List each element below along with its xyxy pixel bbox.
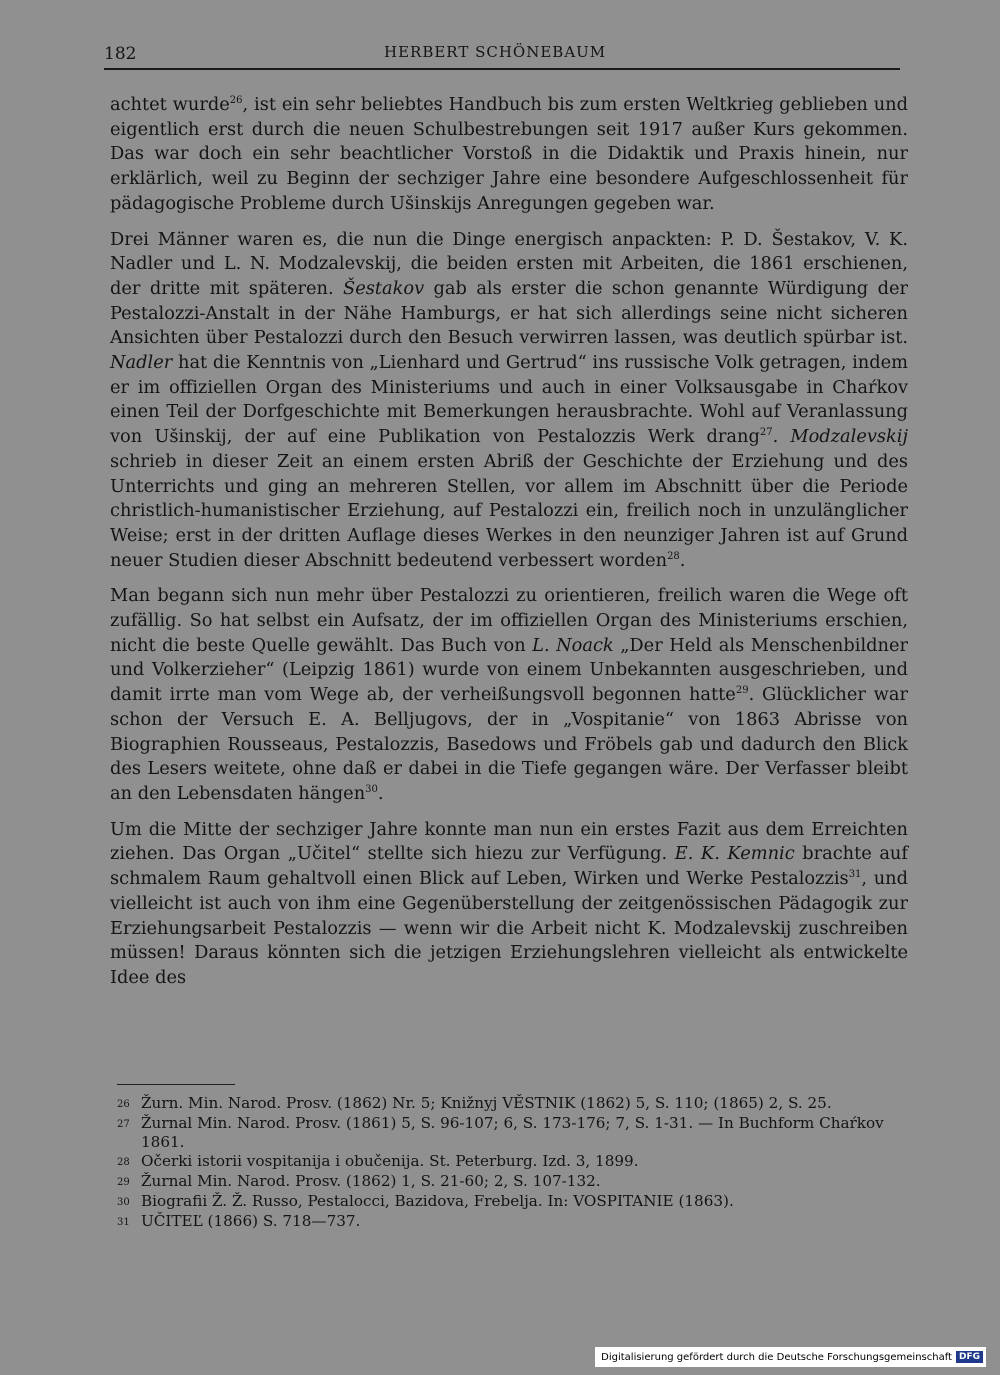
footnote — [117, 1172, 913, 1192]
footnote-ref: 26 — [229, 95, 243, 107]
footnote — [117, 1114, 913, 1152]
text-run: gab als erster die schon genannte Würdigung der Pestalozzi-Anstalt in der Nähe Hamburgs, er hat sich allerdings seine nicht sicheren Ansichten über Pestalozzi durch den Besuch verwirren lassen, was deutlich spürbar ist. — [110, 277, 908, 349]
footnote-number: 26 — [117, 1099, 130, 1110]
footnote-ref: 30 — [365, 784, 378, 796]
text-run: achtet wurde — [110, 94, 230, 115]
text-run: „Der Held als Menschenbildner und Volkerzieher“ (Leipzig 1861) wurde von einem Unbekannten ausgeschrieben, und damit irrte man vom Wege ab, der verheißungsvoll begonnen hatte — [110, 634, 908, 706]
footnote-number: 30 — [117, 1197, 130, 1208]
footnote-ref: 28 — [667, 550, 680, 562]
footnote-ref: 31 — [848, 869, 862, 881]
text-run: brachte auf schmalem Raum gehaltvoll einen Blick auf Leben, Wirken und Werke Pestalozzis — [110, 843, 908, 890]
body-text — [110, 93, 908, 1002]
footnote-text: Žurnal Min. Narod. Prosv. (1861) 5, S. 96-107; 6, S. 173-176; 7, S. 1-31. — In Buchform Chaŕkov 1861. — [141, 1114, 884, 1151]
footnote — [117, 1152, 913, 1172]
text-run: , und vielleicht ist auch von ihm eine Gegenüberstellung der zeitgenössischen Pädagogik zur Erziehungsarbeit Pestalozzis — wenn wir die Arbeit nicht K. Modzalevskij zuschreiben müssen! Daraus könnten sich die jetzigen Erziehungslehren vielleicht als entwickelte Idee des — [110, 868, 908, 988]
text-run: . — [679, 549, 686, 571]
text-run: hat die Kenntnis von „Lienhard und Gertrud“ ins russische Volk getragen, indem er im offiziellen Organ des Ministeriums und auch in einer Volksausgabe in Chaŕkov einen Teil der Dorfgeschichte mit Bemerkungen herausbrachte. Wohl auf Veranlassung von Ušinskij, der auf eine Publikation von Pestalozzis Werk drang — [110, 352, 908, 448]
emphasized-name: Modzalevskij — [790, 426, 908, 448]
footnotes — [117, 1094, 913, 1232]
footnote-text: Biografii Ž. Ž. Russo, Pestalocci, Bazidova, Frebelja. In: VOSPITANIE (1863). — [141, 1192, 734, 1210]
running-head-title: HERBERT SCHÖNEBAUM — [384, 43, 607, 61]
footnote-ref: 29 — [735, 685, 749, 697]
text-run: . — [772, 426, 791, 448]
text-run: , ist ein sehr beliebtes Handbuch bis zum ersten Weltkrieg geblieben und eigentlich erst durch die neuen Schulbestrebungen seit 1917 außer Kurs gekommen. Das war doch ein sehr beachtlicher Vorstoß in die Didaktik und Praxis hinein, nur erklärlich, weil zu Beginn der sechziger Jahre eine besondere Aufgeschlossenheit für pädagogische Probleme durch Ušinskijs Anregungen gegeben war. — [110, 94, 908, 214]
emphasized-name: L. Noack — [532, 634, 614, 656]
text-run: Man begann sich nun mehr über Pestalozzi zu orientieren, freilich waren die Wege oft zufällig. So hat selbst ein Aufsatz, der im offiziellen Organ des Ministeriums erschien, nicht die beste Quelle gewählt. Das Buch von — [110, 585, 908, 656]
footnote-text: Očerki istorii vospitanija i obučenija. St. Peterburg. Izd. 3, 1899. — [141, 1152, 639, 1170]
emphasized-name: Nadler — [110, 352, 173, 374]
banner-text: Digitalisierung gefördert durch die Deutsche Forschungsgemeinschaft — [601, 1351, 952, 1363]
paragraph — [110, 818, 908, 991]
footnote-ref: 27 — [759, 427, 773, 439]
running-head — [104, 40, 900, 70]
footnote — [117, 1212, 913, 1232]
footnote-text: Žurnal Min. Narod. Prosv. (1862) 1, S. 21-60; 2, S. 107-132. — [141, 1172, 601, 1190]
footnote-number: 29 — [117, 1177, 130, 1188]
footnote-text: UČITEĽ (1866) S. 718—737. — [141, 1212, 361, 1230]
footnote-number: 31 — [117, 1217, 130, 1228]
dfg-logo: DFG — [956, 1351, 983, 1363]
paragraph — [110, 584, 908, 806]
footnote-text: Žurn. Min. Narod. Prosv. (1862) Nr. 5; Knižnyj VĚSTNIK (1862) 5, S. 110; (1865) 2, S. 25. — [141, 1094, 832, 1112]
emphasized-name: Šestakov — [343, 277, 425, 299]
digitization-banner — [595, 1347, 986, 1367]
text-run: . Glücklicher war schon der Versuch E. A. Belljugovs, der in „Vospitanie“ von 1863 Abrisse von Biographien Rousseaus, Pestalozzis, Basedows und Fröbels gab und dadurch den Blick des Lesers weitete, ohne daß er dabei in die Tiefe gegangen wäre. Der Verfasser bleibt an den Lebensdaten hängen — [110, 684, 908, 804]
text-run: schrieb in dieser Zeit an einem ersten Abriß der Geschichte der Erziehung und des Unterrichts und ging an mehreren Stellen, vor allem im Abschnitt über die Periode christlich-humanistischer Erziehung, auf Pestalozzi ein, freilich noch in unzulänglicher Weise; erst in der dritten Auflage dieses Werkes in den neunziger Jahren ist auf Grund neuer Studien dieser Abschnitt bedeutend verbessert worden — [110, 450, 908, 571]
emphasized-name: E. K. Kemnic — [674, 843, 795, 865]
page-number: 182 — [104, 44, 137, 64]
text-run: Drei Männer waren es, die nun die Dinge energisch anpackten: P. D. Šestakov, V. K. Nadler und L. N. Modzalevskij, die beiden ersten mit Arbeiten, die 1861 erschienen, der dritte mit späteren. — [110, 228, 908, 299]
footnote — [117, 1192, 913, 1212]
footnote — [117, 1094, 913, 1114]
footnote-divider — [117, 1084, 235, 1085]
footnote-number: 28 — [117, 1157, 130, 1168]
paragraph — [110, 228, 908, 574]
footnote-number: 27 — [117, 1119, 130, 1130]
text-run: Um die Mitte der sechziger Jahre konnte man nun ein erstes Fazit aus dem Erreichten ziehen. Das Organ „Učitel“ stellte sich hiezu zur Verfügung. — [110, 818, 908, 865]
text-run: . — [377, 782, 384, 804]
paragraph — [110, 93, 908, 217]
